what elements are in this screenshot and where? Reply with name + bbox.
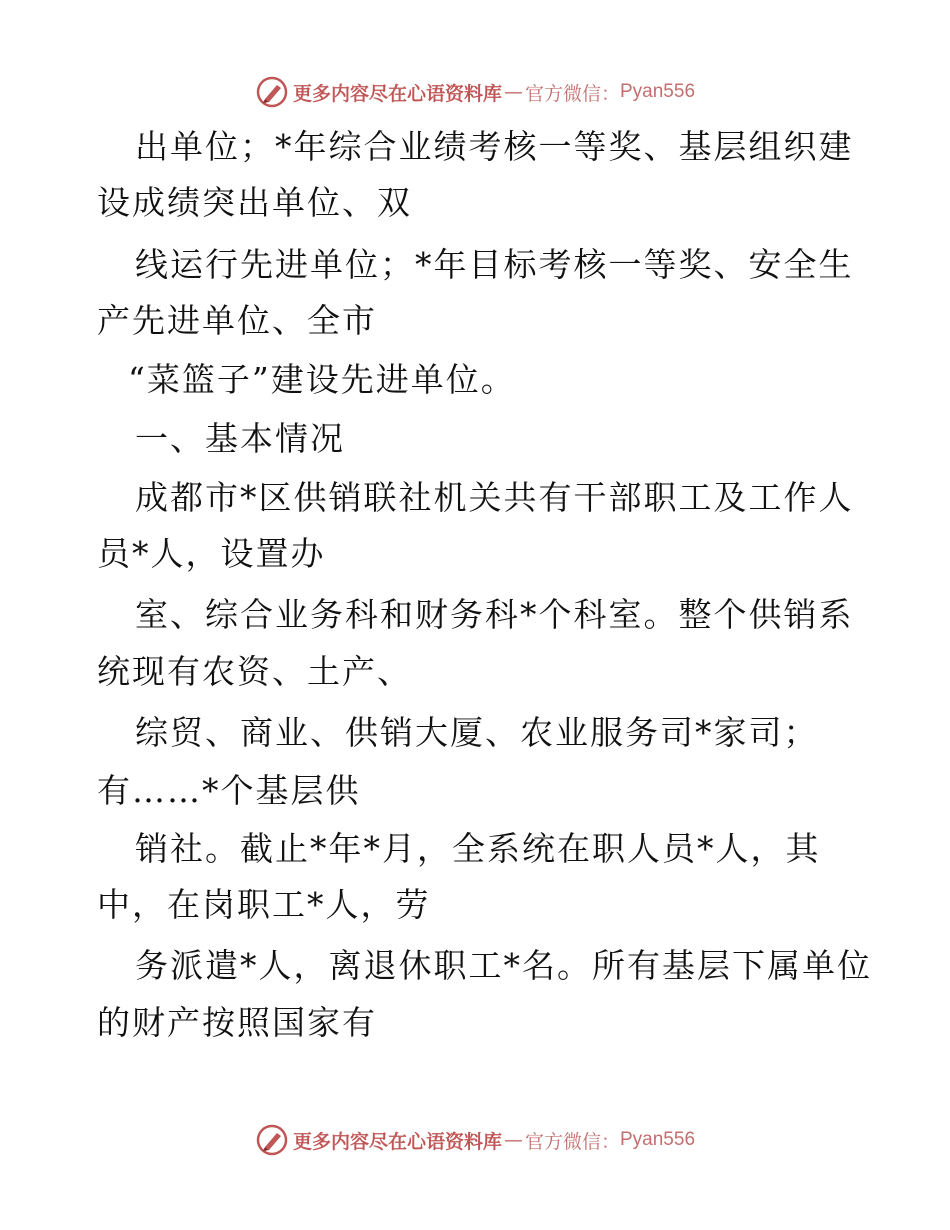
watermark-dash: — — [503, 81, 523, 103]
body-line: 产先进单位、全市 — [97, 301, 377, 340]
body-line: 有……*个基层供 — [97, 771, 361, 810]
body-line: 线运行先进单位；*年目标考核一等奖、安全生 — [135, 245, 854, 284]
section-heading: 一、基本情况 — [135, 419, 345, 458]
watermark-wechat-label: 官方微信： — [524, 1130, 620, 1153]
body-line: 设成绩突出单位、双 — [97, 183, 412, 222]
pen-nib-icon — [255, 75, 289, 109]
body-line: 综贸、商业、供销大厦、农业服务司*家司； — [135, 713, 819, 752]
body-line: 中，在岗职工*人，劳 — [97, 885, 431, 924]
watermark-dash: — — [503, 1129, 523, 1151]
body-line: “菜篮子”建设先进单位。 — [128, 360, 516, 399]
watermark-account: Pyan556 — [620, 81, 696, 102]
watermark-account: Pyan556 — [620, 1129, 696, 1150]
body-line: 销社。截止*年*月，全系统在职人员*人，其 — [135, 829, 821, 868]
body-line: 统现有农资、土产、 — [97, 652, 412, 691]
body-line: 成都市*区供销联社机关共有干部职工及工作人 — [135, 478, 854, 517]
body-line: 务派遣*人，离退休职工*名。所有基层下属单位 — [135, 946, 872, 985]
pen-nib-icon — [255, 1123, 289, 1157]
body-line: 出单位；*年综合业绩考核一等奖、基层组织建 — [135, 127, 854, 166]
body-line: 的财产按照国家有 — [97, 1003, 377, 1042]
watermark-site-text: 更多内容尽在心语资料库 — [292, 1130, 502, 1153]
watermark-site-text: 更多内容尽在心语资料库 — [292, 82, 502, 105]
watermark-wechat-label: 官方微信： — [524, 82, 620, 105]
body-line: 员*人，设置办 — [97, 534, 326, 573]
footer-watermark — [0, 1120, 950, 1160]
header-watermark — [0, 72, 950, 112]
body-line: 室、综合业务科和财务科*个科室。整个供销系 — [135, 595, 854, 634]
